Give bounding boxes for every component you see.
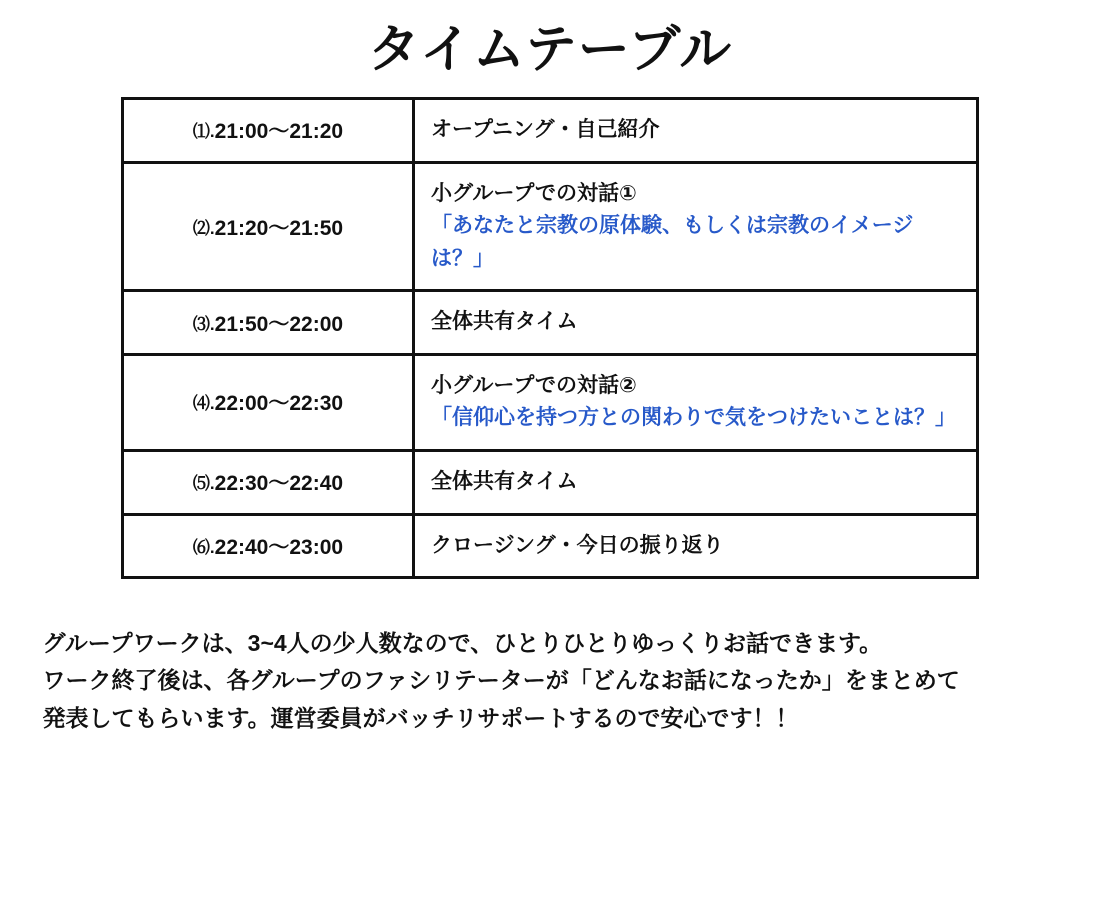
description-main: 小グループでの対話② xyxy=(431,373,637,397)
row-time: 22:40〜23:00 xyxy=(214,535,344,559)
table-row xyxy=(123,514,978,578)
row-time: 21:50〜22:00 xyxy=(214,312,344,336)
time-cell xyxy=(123,514,414,578)
time-cell xyxy=(123,451,414,515)
description-quote: 「信仰心を持つ方との関わりで気をつけたいことは？」 xyxy=(431,406,956,430)
description-cell xyxy=(414,162,978,291)
time-cell xyxy=(123,99,414,163)
description-main: 全体共有タイム xyxy=(431,470,578,494)
table-row xyxy=(123,162,978,291)
time-cell xyxy=(123,291,414,355)
description-main: オープニング・自己紹介 xyxy=(431,118,660,142)
row-time: 21:00〜21:20 xyxy=(214,120,344,144)
description-cell xyxy=(414,354,978,450)
time-cell xyxy=(123,162,414,291)
footnote-line-3: 発表してもらいます。運営委員がバッチリサポートするので安心です！！ xyxy=(42,704,799,731)
description-cell xyxy=(414,514,978,578)
row-index: ⑷. xyxy=(192,394,215,414)
footnote-line-2: ワーク終了後は、各グループのファシリテーターが「どんなお話になったか」をまとめて xyxy=(42,667,960,694)
description-cell xyxy=(414,99,978,163)
row-index: ⑸. xyxy=(192,474,215,494)
footnote xyxy=(43,625,1058,737)
timetable-body xyxy=(123,99,978,578)
row-time: 22:00〜22:30 xyxy=(214,392,344,416)
description-main: 全体共有タイム xyxy=(431,310,578,334)
table-row xyxy=(123,451,978,515)
timetable xyxy=(121,97,979,579)
footnote-line-1: グループワークは、3~4人の少人数なので、ひとりひとりゆっくりお話できます。 xyxy=(42,630,883,657)
table-row xyxy=(123,354,978,450)
description-main: 小グループでの対話① xyxy=(431,181,637,205)
page-title: タイムテーブル xyxy=(367,21,733,79)
row-index: ⑶. xyxy=(192,314,215,334)
row-index: ⑹. xyxy=(192,537,215,557)
description-cell xyxy=(414,291,978,355)
description-cell xyxy=(414,451,978,515)
description-main: クロージング・今日の振り返り xyxy=(431,533,724,557)
description-quote: 「あなたと宗教の原体験、もしくは宗教のイメージは？」 xyxy=(431,214,914,270)
row-time: 22:30〜22:40 xyxy=(214,472,344,496)
row-time: 21:20〜21:50 xyxy=(214,216,344,240)
table-row xyxy=(123,99,978,163)
table-row xyxy=(123,291,978,355)
row-index: ⑵. xyxy=(192,218,215,238)
time-cell xyxy=(123,354,414,450)
row-index: ⑴. xyxy=(192,122,215,142)
slide-page xyxy=(0,22,1100,922)
timetable-container xyxy=(121,97,979,579)
